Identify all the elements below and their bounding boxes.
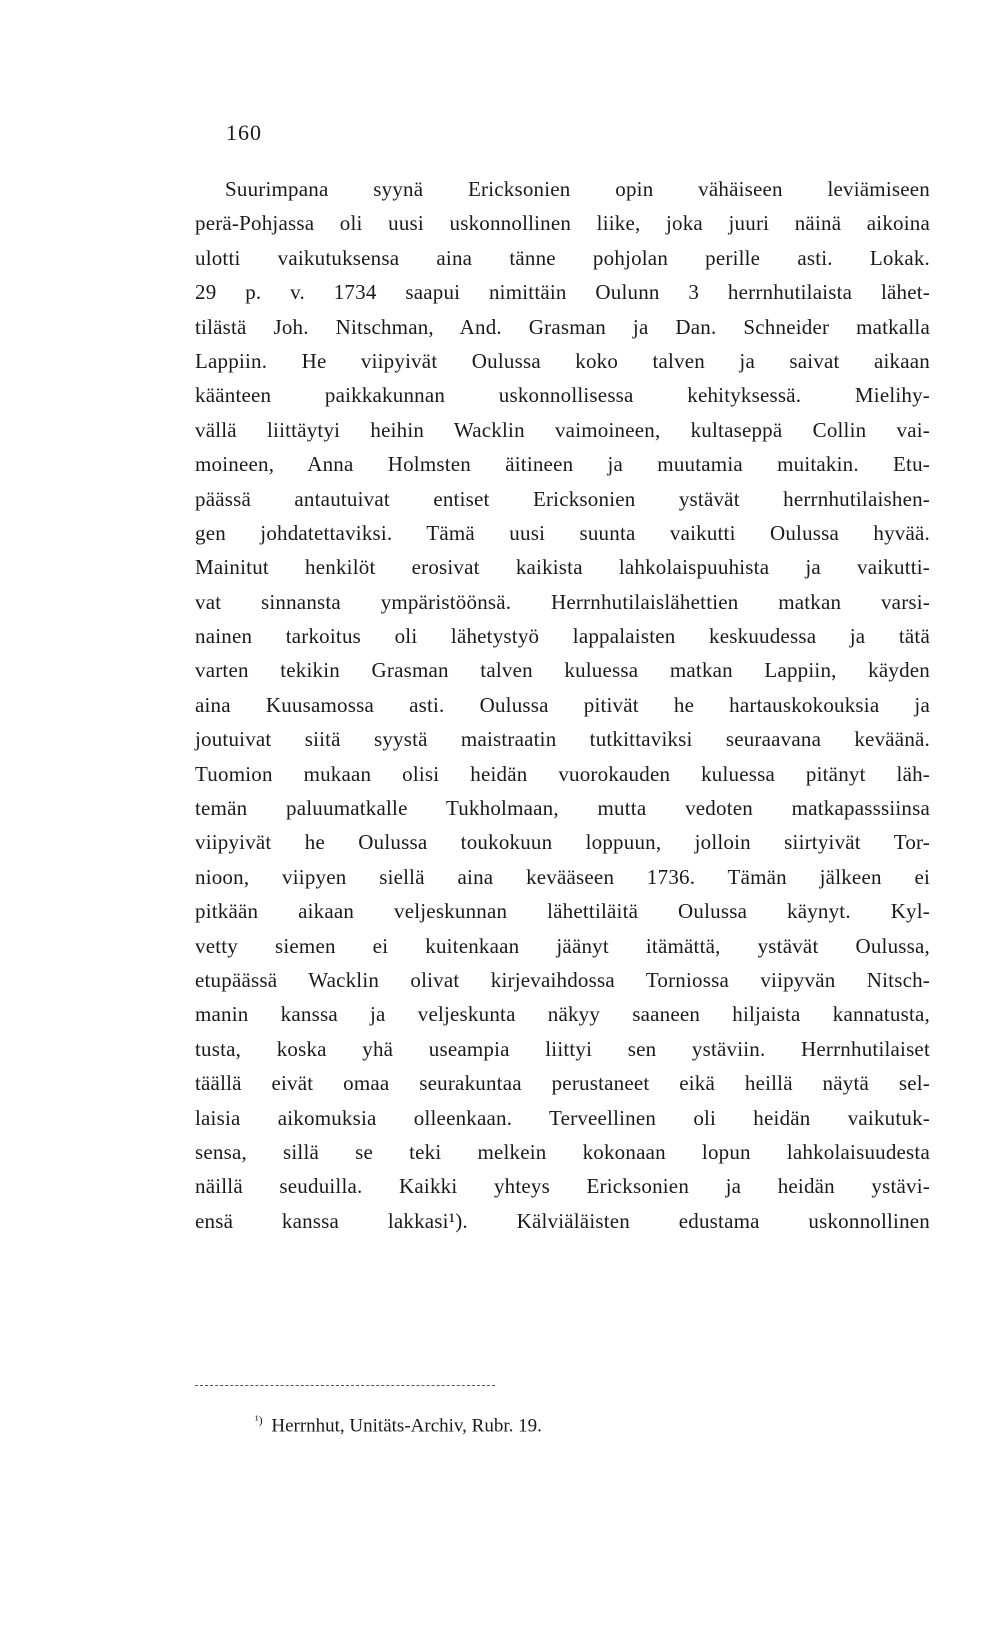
text-line: temän paluumatkalle Tukholmaan, mutta vedoten matkapasssiinsa	[195, 796, 930, 821]
body-text	[195, 172, 930, 1238]
footnote-text: Herrnhut, Unitäts-Archiv, Rubr. 19.	[271, 1415, 542, 1437]
text-line: Mainitut henkilöt erosivat kaikista lahkolaispuuhista ja vaikutti-	[195, 555, 930, 580]
text-line: nainen tarkoitus oli lähetystyö lappalaisten keskuudessa ja tätä	[195, 624, 930, 649]
text-line: 29 p. v. 1734 saapui nimittäin Oulunn 3 herrnhutilaista lähet-	[195, 280, 930, 305]
text-line: joutuivat siitä syystä maistraatin tutkittaviksi seuraavana keväänä.	[195, 727, 930, 752]
text-line: tilästä Joh. Nitschman, And. Grasman ja Dan. Schneider matkalla	[195, 314, 930, 339]
text-line: käänteen paikkakunnan uskonnollisessa kehityksessä. Mielihy-	[195, 383, 930, 408]
text-line: täällä eivät omaa seurakuntaa perustaneet eikä heillä näytä sel-	[195, 1071, 930, 1096]
text-line: gen johdatettaviksi. Tämä uusi suunta vaikutti Oulussa hyvää.	[195, 520, 930, 545]
footnote-divider	[195, 1385, 495, 1386]
text-line: päässä antautuivat entiset Ericksonien ystävät herrnhutilaishen-	[195, 486, 930, 511]
text-line: näillä seuduilla. Kaikki yhteys Ericksonien ja heidän ystävi-	[195, 1174, 930, 1199]
text-line: vat sinnansta ympäristöönsä. Herrnhutilaislähettien matkan varsi-	[195, 589, 930, 614]
text-line: tusta, koska yhä useampia liittyi sen ystäviin. Herrnhutilaiset	[195, 1036, 930, 1061]
text-line: Suurimpana syynä Ericksonien opin vähäiseen leviämiseen	[225, 177, 930, 201]
text-line: viipyivät he Oulussa toukokuun loppuun, jolloin siirtyivät Tor-	[195, 830, 930, 855]
text-line: sensa, sillä se teki melkein kokonaan lopun lahkolaisuudesta	[195, 1139, 930, 1164]
page-number: 160	[226, 120, 262, 145]
text-line: aina Kuusamossa asti. Oulussa pitivät he hartauskokouksia ja	[195, 692, 930, 717]
text-line: Tuomion mukaan olisi heidän vuorokauden kuluessa pitänyt läh-	[195, 761, 930, 786]
text-line: manin kanssa ja veljeskunta näkyy saaneen hiljaista kannatusta,	[195, 1002, 930, 1027]
text-line: laisia aikomuksia olleenkaan. Terveellinen oli heidän vaikutuk-	[195, 1105, 930, 1130]
text-line: Lappiin. He viipyivät Oulussa koko talven ja saivat aikaan	[195, 348, 930, 373]
text-line: ulotti vaikutuksensa aina tänne pohjolan perille asti. Lokak.	[195, 245, 930, 270]
text-line: varten tekikin Grasman talven kuluessa matkan Lappiin, käyden	[195, 658, 930, 683]
text-line: vällä liittäytyi heihin Wacklin vaimoineen, kultaseppä Collin vai-	[195, 417, 930, 442]
text-line: ensä kanssa lakkasi¹). Kälviäläisten edustama uskonnollinen	[195, 1208, 930, 1233]
footnote	[255, 1413, 542, 1437]
text-line: etupäässä Wacklin olivat kirjevaihdossa Torniossa viipyvän Nitsch-	[195, 967, 930, 992]
footnote-marker: ¹)	[255, 1413, 263, 1427]
text-line: perä-Pohjassa oli uusi uskonnollinen liike, joka juuri näinä aikoina	[195, 211, 930, 236]
text-line: pitkään aikaan veljeskunnan lähettiläitä Oulussa käynyt. Kyl-	[195, 899, 930, 924]
text-line: vetty siemen ei kuitenkaan jäänyt itämättä, ystävät Oulussa,	[195, 933, 930, 958]
text-line: moineen, Anna Holmsten äitineen ja muutamia muitakin. Etu-	[195, 452, 930, 477]
text-line: nioon, viipyen siellä aina kevääseen 1736. Tämän jälkeen ei	[195, 864, 930, 889]
